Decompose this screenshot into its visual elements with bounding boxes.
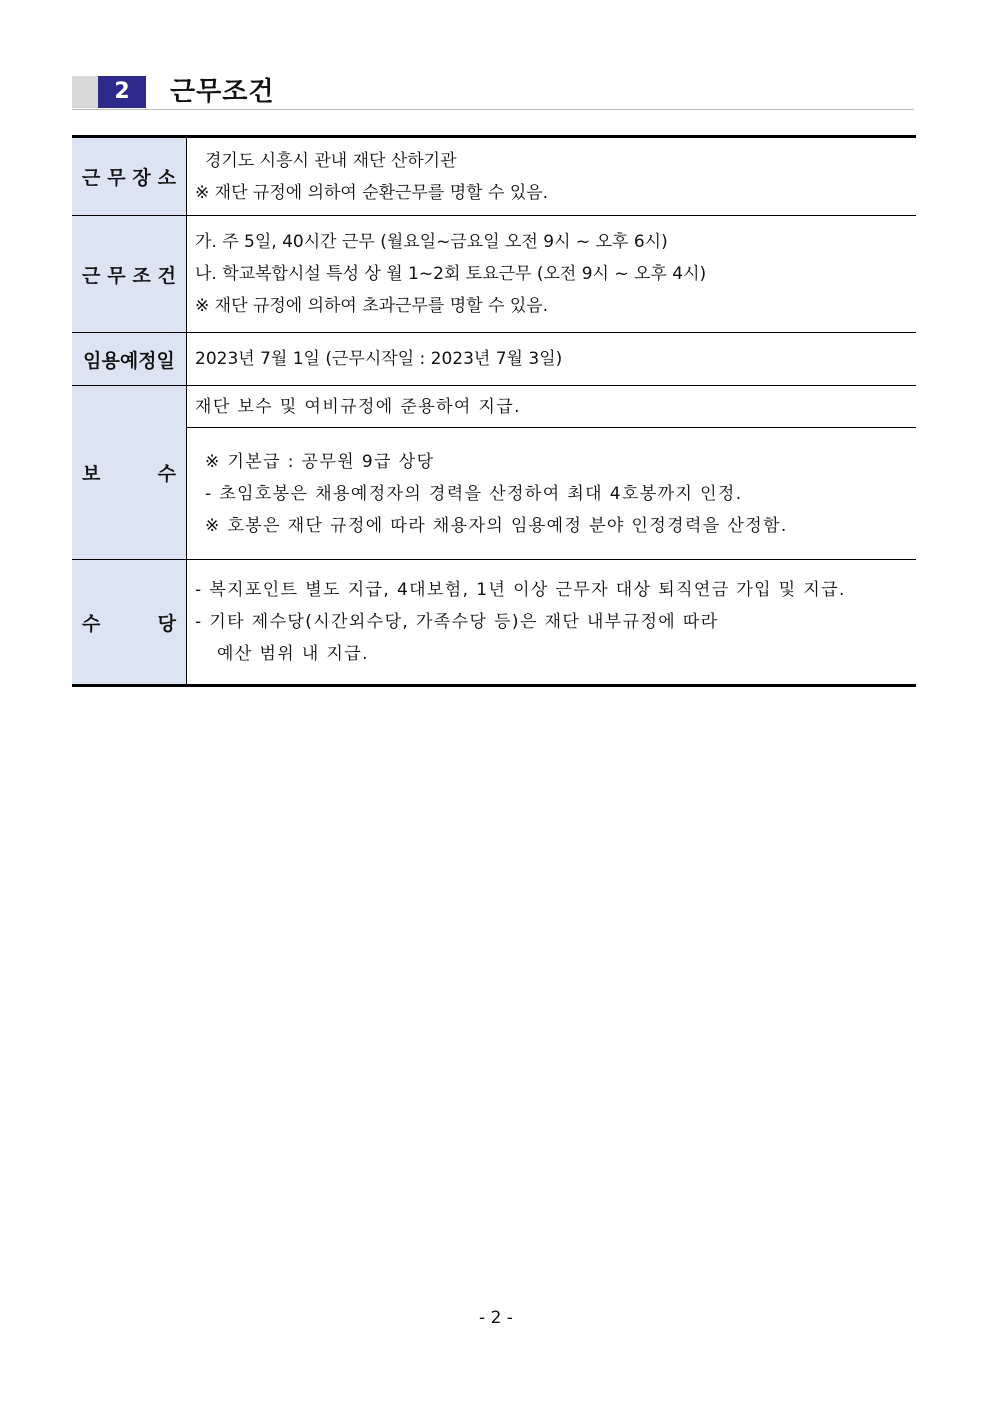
work-conditions-table [72,135,916,687]
label-conditions: 근 무 조 건 [72,216,187,333]
value-appointment: 2023년 7월 1일 (근무시작일 : 2023년 7월 3일) [187,333,917,386]
value-allowance [187,560,917,686]
table-row-appointment [72,333,916,386]
label-location: 근 무 장 소 [72,137,187,216]
section-accent-bar [72,76,98,108]
label-salary: 보 수 [72,386,187,560]
label-appointment: 임용예정일 [72,333,187,386]
allowance-line: - 기타 제수당(시간외수당, 가족수당 등)은 재단 내부규정에 따라 [195,612,719,632]
conditions-line: 가. 주 5일, 40시간 근무 (월요일~금요일 오전 9시 ~ 오후 6시) [195,232,668,252]
label-allowance: 수 당 [72,560,187,686]
table-row-location [72,137,916,216]
location-note: ※ 재단 규정에 의하여 순환근무를 명할 수 있음. [195,182,549,203]
section-number: 2 [98,76,146,108]
section-title: 근무조건 [170,77,275,107]
location-line: 경기도 시흥시 관내 재단 산하기관 [205,150,457,171]
value-salary-detail [187,428,917,560]
salary-line: ※ 기본급 : 공무원 9급 상당 [205,451,435,472]
table-row-salary [72,386,916,428]
page-number: - 2 - [479,1308,513,1328]
value-location [187,137,917,216]
salary-note: ※ 호봉은 재단 규정에 따라 채용자의 임용예정 분야 인정경력을 산정함. [205,515,788,536]
table-row-salary-detail [72,428,916,560]
table-row-conditions [72,216,916,333]
conditions-note: ※ 재단 규정에 의하여 초과근무를 명할 수 있음. [195,296,549,316]
value-salary-basis: 재단 보수 및 여비규정에 준용하여 지급. [187,386,917,428]
table-row-allowance [72,560,916,686]
section-underline [72,109,914,110]
conditions-line: 나. 학교복합시설 특성 상 월 1~2회 토요근무 (오전 9시 ~ 오후 4시) [195,264,707,284]
allowance-line: - 복지포인트 별도 지급, 4대보험, 1년 이상 근무자 대상 퇴직연금 가입 및 지급. [195,580,846,600]
value-conditions [187,216,917,333]
section-header [72,72,914,110]
allowance-line: 예산 범위 내 지급. [217,644,369,664]
salary-line: - 초임호봉은 채용예정자의 경력을 산정하여 최대 4호봉까지 인정. [205,483,743,504]
